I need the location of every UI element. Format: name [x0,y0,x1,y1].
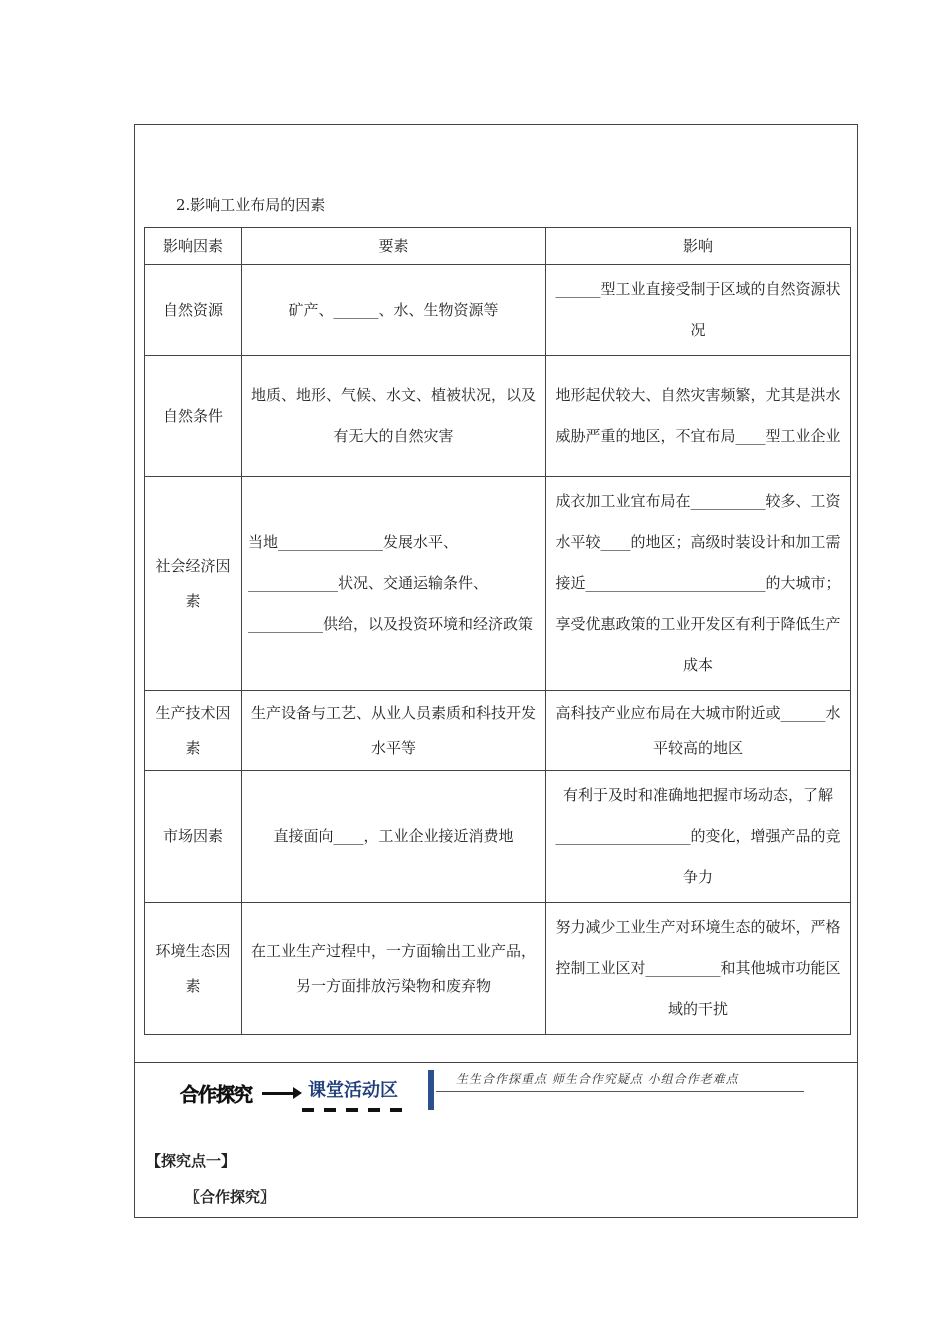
influence-cell: 成衣加工业宜布局在__________较多、工资水平较____的地区；高级时装设计和加工需接近________________________的大城市；享受优惠政策的工业开发区有利于降低生产成本 [546,477,851,691]
element-cell: 地质、地形、气候、水文、植被状况，以及有无大的自然灾害 [242,356,546,477]
banner-rule [436,1091,804,1092]
header-influence: 影响 [546,228,851,265]
table-row [145,771,851,903]
influence-cell: 努力减少工业生产对环境生态的破坏，严格控制工业区对__________和其他城市功能区域的干扰 [546,903,851,1035]
coop-explore-heading: 〖合作探究〗 [185,1188,276,1206]
factor-cell: 自然条件 [145,356,242,477]
coop-explore-label: 合作探究 [180,1084,253,1106]
table-row [145,356,851,477]
influence-cell: ______型工业直接受制于区域的自然资源状况 [546,265,851,356]
element-cell: 矿产、______、水、生物资源等 [242,265,546,356]
influence-cell: 地形起伏较大、自然灾害频繁，尤其是洪水威胁严重的地区，不宜布局____型工业企业 [546,356,851,477]
banner-bar [428,1070,434,1110]
dashed-underline [302,1108,412,1112]
element-cell: 生产设备与工艺、从业人员素质和科技开发水平等 [242,691,546,771]
factor-cell: 社会经济因素 [145,477,242,691]
activity-banner [180,1068,820,1116]
banner-slogans: 生生合作探重点 师生合作究疑点 小组合作老难点 [456,1072,739,1086]
table-header-row [145,228,851,265]
element-cell: 直接面向____，工业企业接近消费地 [242,771,546,903]
influence-cell: 有利于及时和准确地把握市场动态，了解__________________的变化，增强产品的竞争力 [546,771,851,903]
table-row [145,903,851,1035]
classroom-activity-label: 课堂活动区 [308,1080,398,1101]
factor-cell: 自然资源 [145,265,242,356]
explore-point-heading: 【探究点一】 [146,1152,237,1170]
table-row [145,265,851,356]
element-cell: 当地______________发展水平、____________状况、交通运输条件、__________供给，以及投资环境和经济政策 [242,477,546,691]
table-row [145,691,851,771]
factor-table [144,227,851,1035]
header-factor: 影响因素 [145,228,242,265]
section-divider [134,1062,858,1063]
section-title: 2.影响工业布局的因素 [176,196,326,214]
header-element: 要素 [242,228,546,265]
table-row [145,477,851,691]
element-cell: 在工业生产过程中，一方面输出工业产品，另一方面排放污染物和废弃物 [242,903,546,1035]
factor-cell: 环境生态因素 [145,903,242,1035]
influence-cell: 高科技产业应布局在大城市附近或______水平较高的地区 [546,691,851,771]
factor-cell: 生产技术因素 [145,691,242,771]
factor-cell: 市场因素 [145,771,242,903]
arrow-right-icon [262,1092,296,1095]
